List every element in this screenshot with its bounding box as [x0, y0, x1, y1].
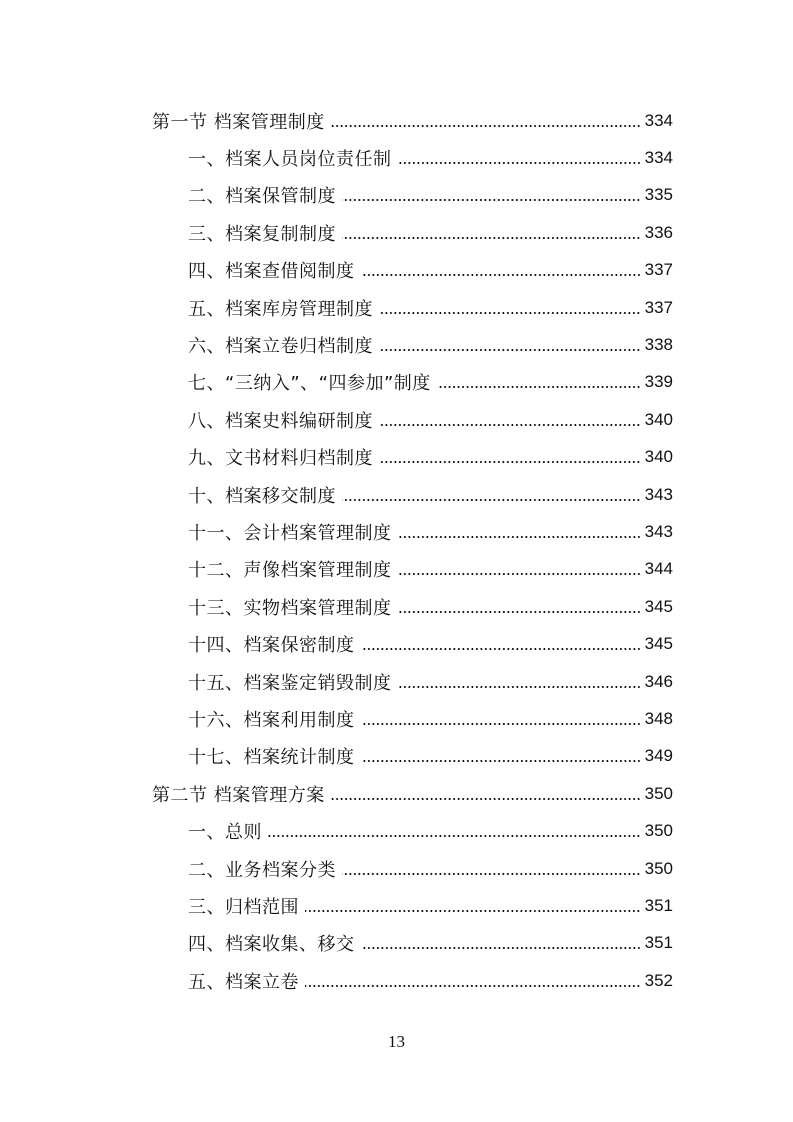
dot-leader	[361, 274, 641, 276]
toc-entry-page: 351	[644, 895, 673, 915]
toc-entry-title: 五、档案立卷	[188, 971, 299, 993]
dot-leader	[342, 199, 641, 201]
dot-leader	[437, 386, 641, 388]
toc-entry-page: 350	[644, 858, 673, 878]
toc-entry[interactable]	[0, 139, 793, 176]
toc-entry-title: 十六、档案利用制度	[188, 709, 355, 731]
toc-entry[interactable]	[0, 177, 793, 214]
dot-leader	[379, 424, 641, 426]
dot-leader	[361, 760, 641, 762]
toc-entry-title: 第二节 档案管理方案	[152, 784, 325, 806]
toc-entry-title: 一、总则	[188, 822, 262, 844]
toc-entry[interactable]	[0, 738, 793, 775]
toc-entry-title: 十七、档案统计制度	[188, 747, 355, 769]
toc-entry[interactable]	[0, 588, 793, 625]
dot-leader	[305, 910, 641, 912]
toc-entry[interactable]	[0, 289, 793, 326]
toc-entry-title: 十三、实物档案管理制度	[188, 597, 392, 619]
toc-entry[interactable]	[0, 326, 793, 363]
toc-entry[interactable]	[0, 775, 793, 812]
toc-entry-title: 十、档案移交制度	[188, 485, 336, 507]
toc-entry-title: 五、档案库房管理制度	[188, 298, 373, 320]
toc-entry-title: 十四、档案保密制度	[188, 635, 355, 657]
toc-entry[interactable]	[0, 962, 793, 999]
toc-entry-title: 八、档案史料编研制度	[188, 410, 373, 432]
dot-leader	[398, 162, 641, 164]
toc-entry-page: 335	[644, 185, 673, 205]
dot-leader	[342, 873, 641, 875]
dot-leader	[379, 312, 641, 314]
toc-entry-page: 348	[644, 708, 673, 728]
toc-entry-title: 九、文书材料归档制度	[188, 448, 373, 470]
toc-entry-title: 四、档案收集、移交	[188, 934, 355, 956]
toc-entry-title: 十二、声像档案管理制度	[188, 560, 392, 582]
toc-entry-title: 一、档案人员岗位责任制	[188, 149, 392, 171]
toc-entry[interactable]	[0, 850, 793, 887]
table-of-contents	[0, 102, 793, 999]
toc-entry-page: 343	[644, 521, 673, 541]
dot-leader	[331, 798, 641, 800]
toc-entry-page: 337	[644, 297, 673, 317]
dot-leader	[398, 686, 641, 688]
toc-entry-title: 四、档案查借阅制度	[188, 261, 355, 283]
toc-entry[interactable]	[0, 812, 793, 849]
toc-entry[interactable]	[0, 214, 793, 251]
toc-entry[interactable]	[0, 925, 793, 962]
toc-entry-title: 六、档案立卷归档制度	[188, 336, 373, 358]
toc-entry-page: 349	[644, 746, 673, 766]
toc-entry-page: 345	[644, 596, 673, 616]
toc-entry[interactable]	[0, 625, 793, 662]
dot-leader	[361, 648, 641, 650]
toc-entry-page: 343	[644, 484, 673, 504]
dot-leader	[398, 536, 641, 538]
toc-entry-page: 338	[644, 335, 673, 355]
toc-entry[interactable]	[0, 102, 793, 139]
toc-entry[interactable]	[0, 887, 793, 924]
dot-leader	[361, 723, 641, 725]
dot-leader	[398, 573, 641, 575]
toc-entry[interactable]	[0, 663, 793, 700]
toc-entry[interactable]	[0, 364, 793, 401]
dot-leader	[342, 237, 641, 239]
toc-entry-title: 二、业务档案分类	[188, 859, 336, 881]
toc-entry-title: 七、“三纳入”、“四参加”制度	[188, 373, 431, 395]
dot-leader	[379, 349, 641, 351]
toc-entry[interactable]	[0, 551, 793, 588]
toc-entry-title: 十一、会计档案管理制度	[188, 522, 392, 544]
toc-entry-page: 337	[644, 260, 673, 280]
toc-entry-title: 第一节 档案管理制度	[152, 111, 325, 133]
toc-entry-page: 351	[644, 933, 673, 953]
toc-entry-page: 352	[644, 970, 673, 990]
page-number: 13	[388, 1032, 405, 1051]
dot-leader	[398, 611, 641, 613]
toc-entry-title: 三、归档范围	[188, 896, 299, 918]
toc-entry-page: 344	[644, 559, 673, 579]
toc-entry[interactable]	[0, 700, 793, 737]
toc-entry-page: 350	[644, 821, 673, 841]
toc-entry-page: 334	[644, 110, 673, 130]
toc-entry-page: 345	[644, 634, 673, 654]
dot-leader	[268, 835, 641, 837]
toc-entry-page: 350	[644, 783, 673, 803]
dot-leader	[342, 499, 641, 501]
toc-entry[interactable]	[0, 252, 793, 289]
toc-entry-page: 336	[644, 222, 673, 242]
toc-entry-title: 十五、档案鉴定销毁制度	[188, 672, 392, 694]
toc-entry-page: 339	[644, 372, 673, 392]
toc-entry[interactable]	[0, 439, 793, 476]
toc-entry[interactable]	[0, 513, 793, 550]
toc-entry-title: 三、档案复制制度	[188, 223, 336, 245]
toc-entry[interactable]	[0, 401, 793, 438]
toc-entry-page: 340	[644, 409, 673, 429]
toc-entry-page: 340	[644, 447, 673, 467]
toc-entry-page: 346	[644, 671, 673, 691]
toc-entry[interactable]	[0, 476, 793, 513]
dot-leader	[331, 125, 641, 127]
toc-entry-title: 二、档案保管制度	[188, 186, 336, 208]
dot-leader	[361, 947, 641, 949]
dot-leader	[305, 985, 641, 987]
dot-leader	[379, 461, 641, 463]
toc-entry-page: 334	[644, 148, 673, 168]
